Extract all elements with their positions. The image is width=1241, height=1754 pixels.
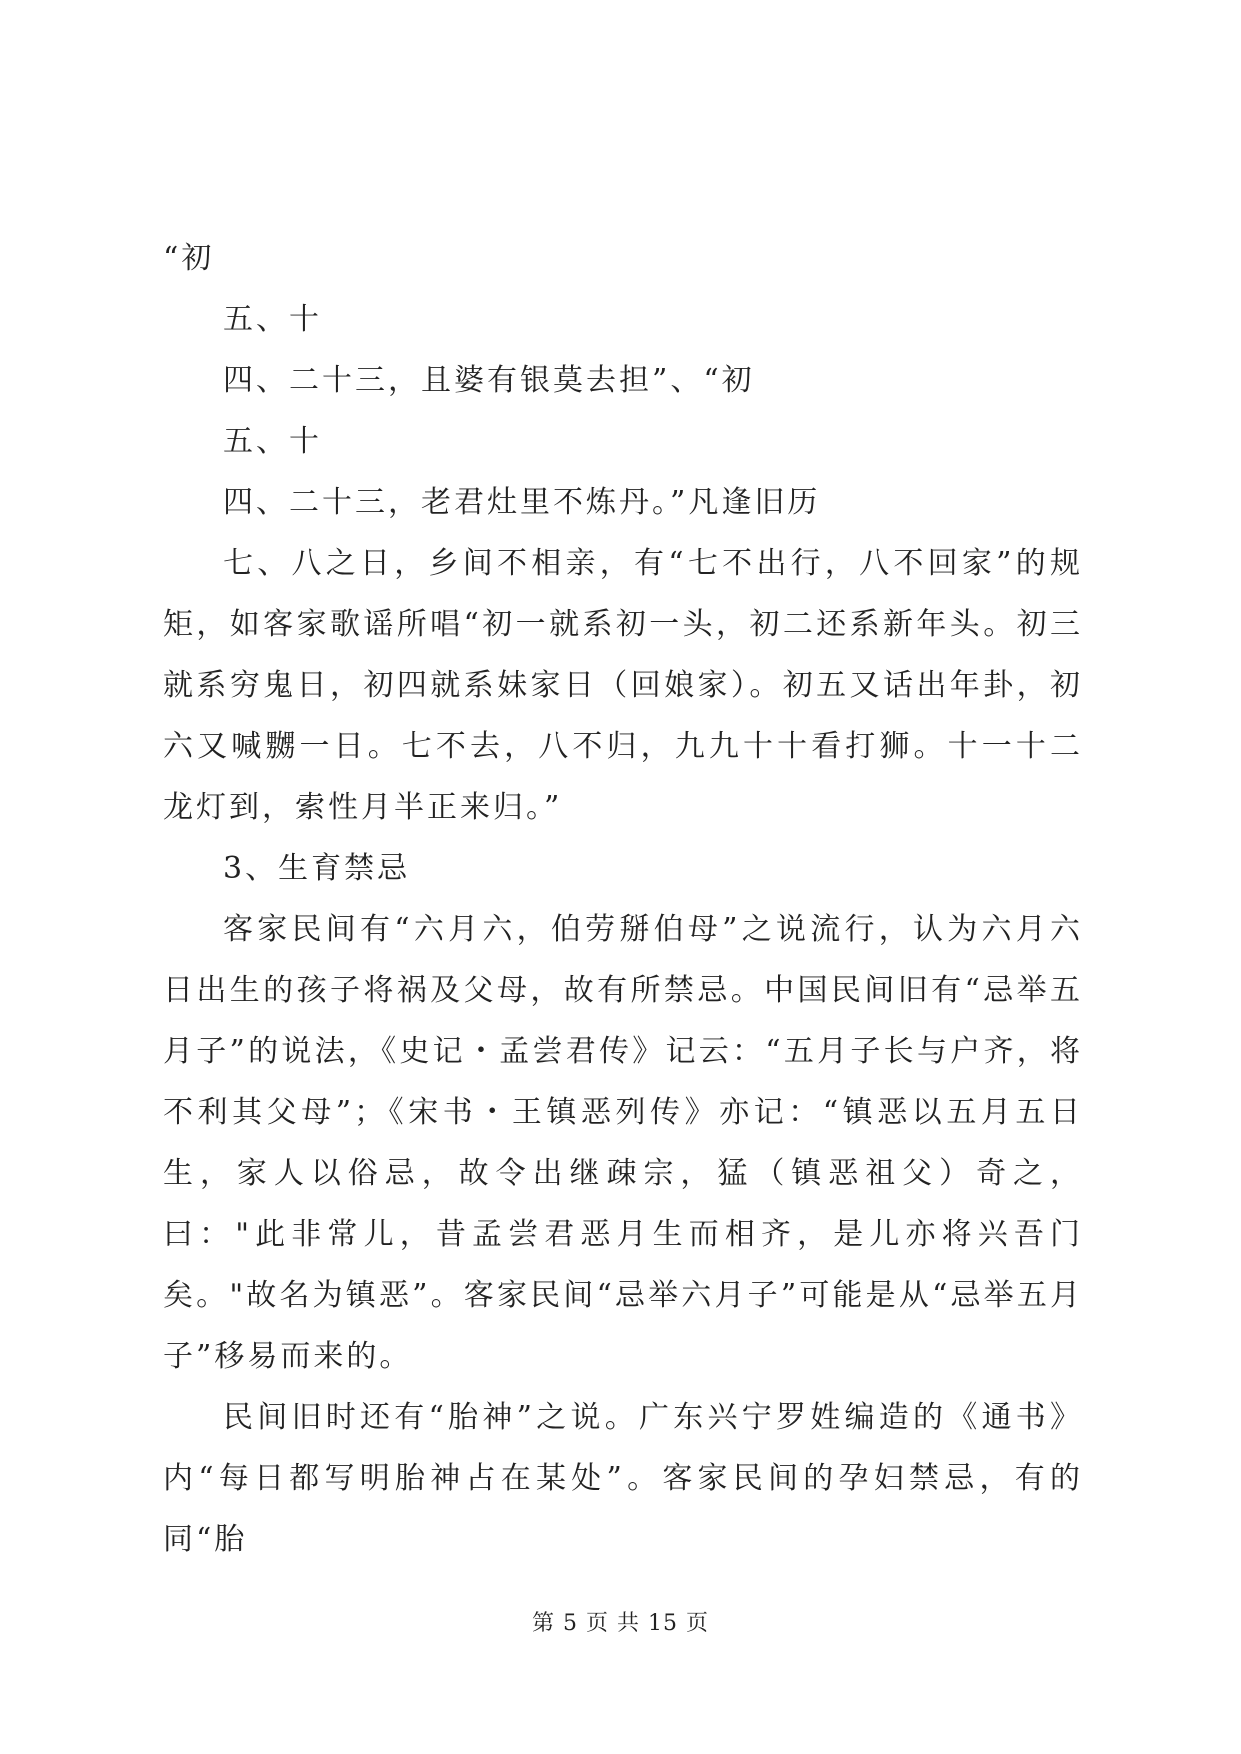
text-line-3: 四、二十三，且婆有银莫去担”、“初	[223, 363, 755, 398]
text-line-2: 五、十	[223, 302, 322, 337]
document-body	[163, 228, 1083, 1570]
text-line-1: “初	[163, 241, 215, 276]
section-heading: 3、生育禁忌	[223, 851, 411, 886]
paragraph-birth-taboo: 客家民间有“六月六，伯劳掰伯母”之说流行，认为六月六日出生的孩子将祸及父母，故有所禁忌。中国民间旧有“忌举五月子”的说法，《史记・孟尝君传》记云：“五月子长与户齐，将不利其父母”；《宋书・王镇恶列传》亦记：“镇恶以五月五日生，家人以俗忌，故令出继疎宗，猛（镇恶祖父）奇之，曰："此非常儿，昔孟尝君恶月生而相齐，是儿亦将兴吾门矣。"故名为镇恶”。客家民间“忌举六月子”可能是从“忌举五月子”移易而来的。	[163, 912, 1083, 1374]
page-footer: 第 5 页 共 15 页	[532, 1611, 709, 1636]
text-line-5: 四、二十三，老君灶里不炼丹。”凡逢旧历	[223, 485, 821, 520]
paragraph-fetal-god: 民间旧时还有“胎神”之说。广东兴宁罗姓编造的《通书》内“每日都写明胎神占在某处”。客家民间的孕妇禁忌，有的同“胎	[163, 1400, 1083, 1557]
text-line-4: 五、十	[223, 424, 322, 459]
paragraph-festival-customs: 七、八之日，乡间不相亲，有“七不出行，八不回家”的规矩，如客家歌谣所唱“初一就系初一头，初二还系新年头。初三就系穷鬼日，初四就系妹家日（回娘家）。初五又话出年卦，初六又喊嬲一日。七不去，八不归，九九十十看打狮。十一十二龙灯到，索性月半正来归。”	[163, 546, 1083, 825]
